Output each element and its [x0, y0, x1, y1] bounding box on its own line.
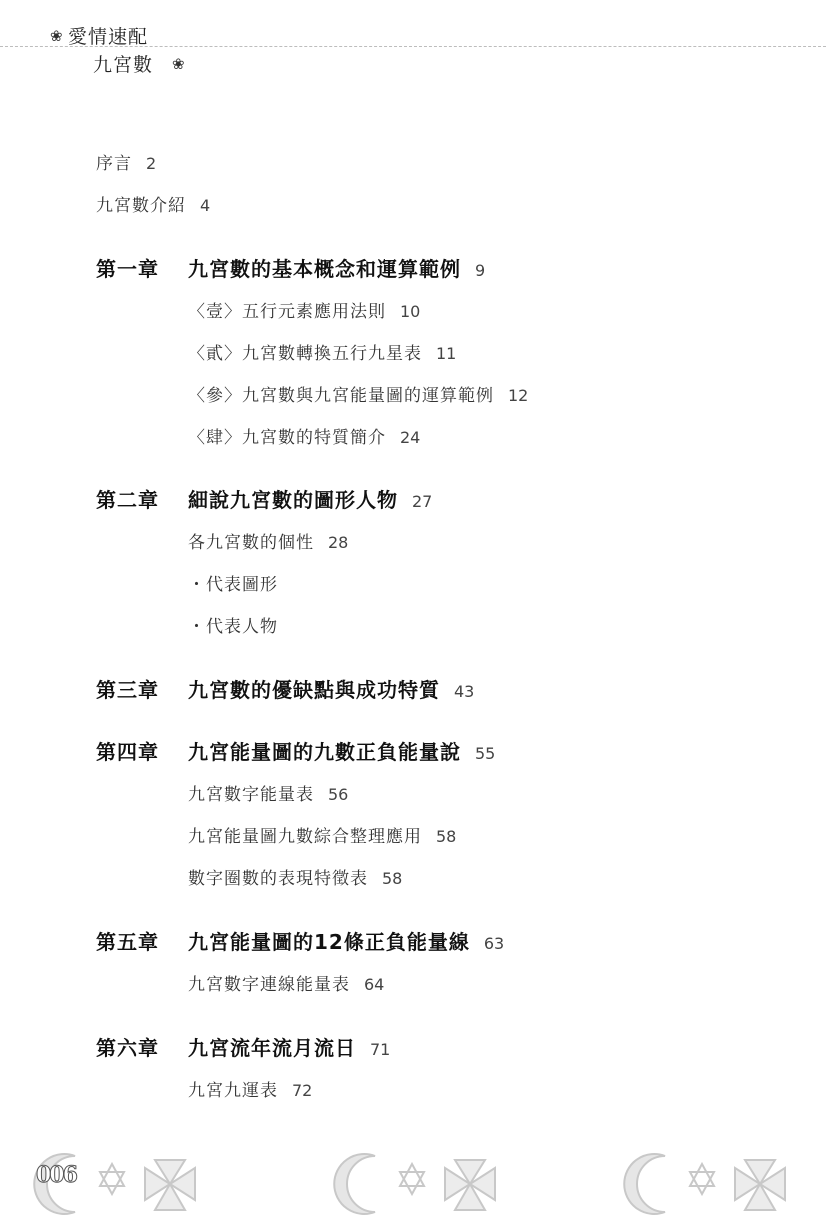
toc-entry-title: 九宮數介紹 [96, 196, 186, 216]
toc-entry-page: 58 [436, 827, 457, 846]
chapter-title: 細說九宮數的圖形人物 [188, 488, 398, 512]
toc-entry-title: 九宮數字能量表 [188, 785, 314, 805]
toc-subentry[interactable] [188, 528, 348, 553]
chapter-page: 27 [412, 492, 433, 511]
toc-subentry[interactable] [188, 297, 420, 322]
toc-entry-page: 72 [292, 1081, 313, 1100]
toc-entry-title: 序言 [96, 154, 132, 174]
chapter-page: 43 [454, 682, 475, 701]
toc-entry-title: 九宮數字連線能量表 [188, 975, 350, 995]
toc-entry-page: 10 [400, 302, 421, 321]
toc-entry-title: 各九宮數的個性 [188, 533, 314, 553]
chapter-number: 第六章 [96, 1036, 159, 1060]
toc-subentry[interactable] [188, 864, 402, 889]
chapter-title: 九宮流年流月流日 [188, 1036, 356, 1060]
toc-chapter-3[interactable] [96, 674, 474, 703]
toc-entry-page: 2 [146, 154, 157, 173]
toc-entry-title: 數字圈數的表現特徵表 [188, 869, 368, 889]
toc-subentry[interactable] [188, 423, 420, 448]
toc-bullet[interactable]: ・代表圖形 [188, 575, 278, 595]
page-number: 006 [36, 1162, 76, 1188]
chapter-page: 55 [475, 744, 496, 763]
toc-entry-page: 12 [508, 386, 529, 405]
ornament-icon: ❀ [172, 55, 185, 73]
toc-entry-title: 〈壹〉五行元素應用法則 [188, 302, 386, 322]
toc-entry-page: 56 [328, 785, 349, 804]
chapter-number: 第二章 [96, 488, 159, 512]
ornament-icon: ❀ [50, 27, 63, 45]
toc-subentry[interactable] [188, 1076, 312, 1101]
header-title-line2: 九宮數 [93, 54, 154, 76]
chapter-number: 第三章 [96, 678, 159, 702]
toc-chapter-2[interactable] [96, 484, 432, 513]
toc-chapter-5[interactable] [96, 926, 504, 955]
toc-subentry[interactable] [188, 822, 456, 847]
moon-star-cross-watermark-icon [610, 1150, 826, 1216]
toc-intro-entry[interactable] [96, 191, 210, 216]
toc-entry-page: 64 [364, 975, 385, 994]
toc-subentry[interactable] [188, 970, 384, 995]
toc-subentry[interactable] [188, 381, 528, 406]
toc-subentry[interactable] [188, 780, 348, 805]
toc-subentry[interactable] [188, 339, 456, 364]
chapter-number: 第一章 [96, 257, 159, 281]
toc-entry-title: 〈貳〉九宮數轉換五行九星表 [188, 344, 422, 364]
toc-entry-page: 58 [382, 869, 403, 888]
toc-entry-title: 九宮九運表 [188, 1081, 278, 1101]
chapter-page: 63 [483, 934, 505, 953]
toc-entry-title: 九宮能量圖九數綜合整理應用 [188, 827, 422, 847]
header-title-line1: 愛情速配 [68, 26, 149, 48]
chapter-number: 第五章 [96, 930, 159, 954]
chapter-title: 九宮數的基本概念和運算範例 [188, 257, 461, 281]
chapter-number: 第四章 [96, 740, 159, 764]
toc-bullet[interactable]: ・代表人物 [188, 617, 278, 637]
chapter-title: 九宮能量圖的九數正負能量說 [188, 740, 461, 764]
moon-star-cross-watermark-icon [320, 1150, 550, 1216]
chapter-title: 九宮能量圖的12條正負能量線 [188, 930, 470, 954]
toc-entry-page: 4 [200, 196, 211, 215]
toc-entry-title: 〈肆〉九宮數的特質簡介 [188, 428, 386, 448]
toc-entry-title: 〈參〉九宮數與九宮能量圖的運算範例 [188, 386, 494, 406]
toc-entry-page: 11 [436, 344, 457, 363]
chapter-page: 71 [370, 1040, 391, 1059]
chapter-title: 九宮數的優缺點與成功特質 [188, 678, 440, 702]
toc-intro-entry[interactable] [96, 149, 156, 174]
toc-chapter-1[interactable] [96, 253, 485, 282]
toc-entry-page: 28 [328, 533, 349, 552]
chapter-page: 9 [475, 261, 486, 280]
toc-entry-page: 24 [400, 428, 421, 447]
toc-chapter-6[interactable] [96, 1032, 390, 1061]
toc-chapter-4[interactable] [96, 736, 495, 765]
